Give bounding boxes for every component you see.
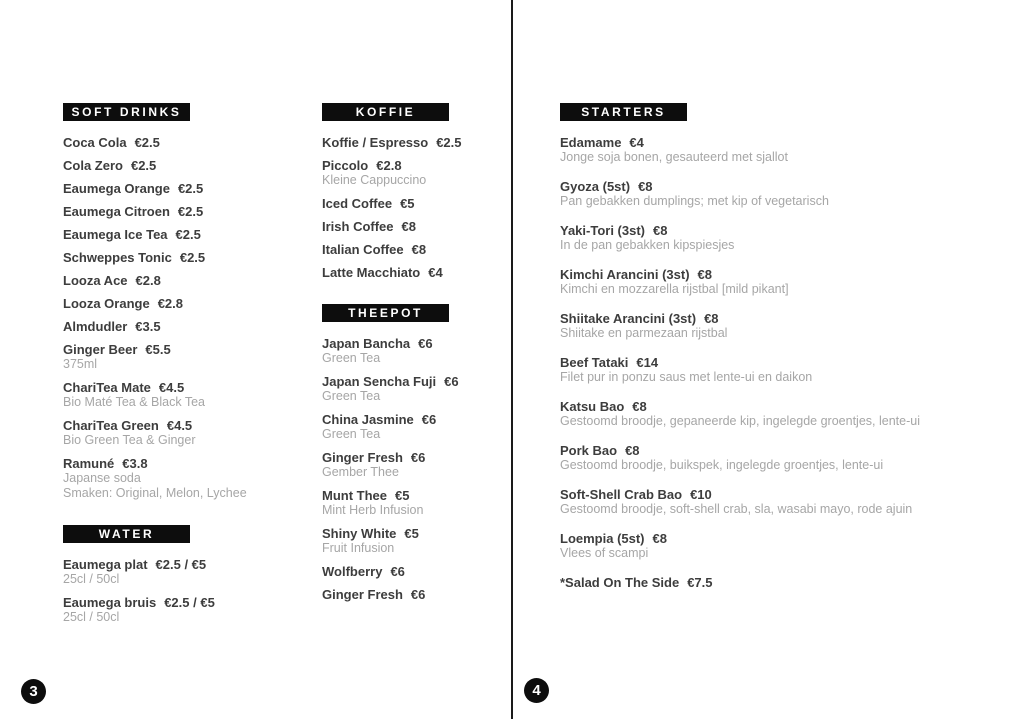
item-description: 25cl / 50cl [63, 610, 120, 624]
item-price: €2.5 [130, 158, 157, 173]
item-name: Eaumega Citroen [63, 204, 170, 219]
item-line [560, 179, 1000, 194]
menu-item [322, 412, 507, 442]
item-line [322, 265, 507, 280]
item-name: Soft-Shell Crab Bao [560, 487, 683, 502]
item-price: €8 [638, 179, 653, 194]
item-name: Loempia (5st) [560, 531, 645, 546]
item-price: €2.5 [177, 181, 204, 196]
item-price: €2.5 [177, 204, 204, 219]
item-line [322, 135, 507, 150]
item-line [560, 311, 1000, 326]
item-name: China Jasmine [322, 412, 414, 427]
menu-item [560, 531, 1000, 561]
item-line [560, 531, 1000, 546]
menu-item [322, 242, 507, 257]
item-price: €6 [444, 374, 459, 389]
item-line [63, 158, 313, 173]
item-price: €8 [625, 443, 640, 458]
menu-item [63, 380, 313, 410]
item-line [560, 267, 1000, 282]
item-price: €4.5 [166, 418, 193, 433]
item-price: €14 [636, 355, 659, 370]
item-description: Jonge soja bonen, gesauteerd met sjallot [560, 150, 788, 164]
item-name: Coca Cola [63, 135, 127, 150]
menu-section [63, 103, 313, 501]
item-name: Eaumega Orange [63, 181, 170, 196]
menu-item [63, 557, 313, 587]
section-header: WATER [63, 525, 190, 543]
item-line [322, 564, 507, 579]
item-price: €10 [690, 487, 712, 502]
item-name: Japan Bancha [322, 336, 411, 351]
item-price: €6 [418, 336, 433, 351]
menu-item [63, 296, 313, 311]
item-name: ChariTea Mate [63, 380, 151, 395]
menu-section [63, 525, 313, 625]
menu-item [63, 342, 313, 372]
menu-item [322, 219, 507, 234]
item-description: Smaken: Original, Melon, Lychee [63, 486, 247, 500]
menu-item [560, 443, 1000, 473]
item-line [63, 595, 313, 610]
menu-item [322, 265, 507, 280]
item-price: €5 [395, 488, 410, 503]
menu-item [63, 181, 313, 196]
item-name: Shiny White [322, 526, 397, 541]
item-price: €6 [410, 450, 426, 465]
menu-item [322, 196, 507, 211]
page4-column-1 [560, 103, 1000, 604]
item-name: Eaumega bruis [63, 595, 157, 610]
item-name: Ginger Fresh [322, 450, 403, 465]
item-name: Ginger Beer [63, 342, 138, 357]
page-number-badge-4: 4 [524, 678, 549, 703]
item-name: Gyoza (5st) [560, 179, 631, 194]
item-name: Kimchi Arancini (3st) [560, 267, 690, 282]
item-line [63, 273, 313, 288]
menu-item [560, 135, 1000, 165]
item-name: Irish Coffee [322, 219, 394, 234]
item-name: Cola Zero [63, 158, 123, 173]
menu-item [560, 399, 1000, 429]
item-price: €6 [421, 412, 437, 427]
menu-item [560, 223, 1000, 253]
menu-item [63, 319, 313, 334]
item-name: Looza Ace [63, 273, 128, 288]
menu-section [322, 304, 507, 602]
item-line [63, 227, 313, 242]
item-price: €8 [411, 242, 427, 257]
item-name: Japan Sencha Fuji [322, 374, 437, 389]
item-line [322, 412, 507, 427]
item-price: €8 [653, 223, 668, 238]
item-name: Edamame [560, 135, 622, 150]
item-price: €8 [632, 399, 647, 414]
item-name: Yaki-Tori (3st) [560, 223, 646, 238]
item-line [63, 557, 313, 572]
menu-item [322, 526, 507, 556]
item-description: Mint Herb Infusion [322, 503, 424, 517]
item-description: Kleine Cappuccino [322, 173, 427, 187]
item-price: €6 [410, 587, 426, 602]
menu-item [560, 355, 1000, 385]
item-price: €2.8 [135, 273, 161, 288]
item-name: Ginger Fresh [322, 587, 403, 602]
item-line [63, 319, 313, 334]
item-name: Iced Coffee [322, 196, 393, 211]
menu-section [322, 103, 507, 280]
item-line [560, 135, 1000, 150]
item-price: €2.5 [179, 250, 206, 265]
item-description: Green Tea [322, 389, 381, 403]
menu-item [322, 135, 507, 150]
item-line [322, 374, 507, 389]
item-description: In de pan gebakken kipspiesjes [560, 238, 735, 252]
menu-item [560, 575, 1000, 590]
item-line [322, 196, 507, 211]
item-description: Gestoomd broodje, gepaneerde kip, ingelegde groentjes, lente-ui [560, 414, 920, 428]
page3-column-2 [322, 103, 507, 610]
item-line [560, 399, 1000, 414]
item-name: Wolfberry [322, 564, 383, 579]
item-price: €6 [390, 564, 405, 579]
item-price: €8 [401, 219, 416, 234]
menu-item [63, 595, 313, 625]
item-name: Eaumega Ice Tea [63, 227, 168, 242]
item-line [560, 443, 1000, 458]
item-line [322, 526, 507, 541]
item-price: €5 [400, 196, 415, 211]
item-line [560, 487, 1000, 502]
item-name: Katsu Bao [560, 399, 625, 414]
item-description: Gember Thee [322, 465, 399, 479]
item-price: €2.8 [376, 158, 402, 173]
menu-item [322, 158, 507, 188]
item-price: €8 [704, 311, 719, 326]
item-price: €2.5 [134, 135, 160, 150]
item-name: Eaumega plat [63, 557, 148, 572]
item-description: Green Tea [322, 351, 381, 365]
item-price: €2.5 / €5 [155, 557, 207, 572]
menu-item [63, 227, 313, 242]
item-line [322, 587, 507, 602]
item-name: Beef Tataki [560, 355, 629, 370]
menu-item [322, 587, 507, 602]
item-price: €4 [629, 135, 644, 150]
item-name: Piccolo [322, 158, 369, 173]
item-name: Italian Coffee [322, 242, 404, 257]
item-description: Vlees of scampi [560, 546, 649, 560]
item-line [560, 575, 1000, 590]
item-line [63, 135, 313, 150]
menu-item [322, 336, 507, 366]
item-description: Gestoomd broodje, soft-shell crab, sla, wasabi mayo, rode ajuin [560, 502, 913, 516]
section-header: STARTERS [560, 103, 687, 121]
menu-item [63, 250, 313, 265]
item-price: €3.8 [122, 456, 148, 471]
item-name: Pork Bao [560, 443, 618, 458]
item-price: €3.5 [135, 319, 161, 334]
item-description: Kimchi en mozzarella rijstbal [mild pikant] [560, 282, 789, 296]
item-line [322, 242, 507, 257]
item-line [560, 223, 1000, 238]
item-description: Shiitake en parmezaan rijstbal [560, 326, 728, 340]
item-line [63, 204, 313, 219]
item-line [63, 296, 313, 311]
item-description: 25cl / 50cl [63, 572, 120, 586]
item-description: Japanse soda [63, 471, 141, 485]
item-name: ChariTea Green [63, 418, 159, 433]
item-name: Koffie / Espresso [322, 135, 429, 150]
item-line [63, 250, 313, 265]
item-price: €2.5 [175, 227, 201, 242]
menu-item [322, 488, 507, 518]
item-name: Looza Orange [63, 296, 150, 311]
item-line [63, 181, 313, 196]
item-line [63, 342, 313, 357]
menu-item [560, 487, 1000, 517]
item-description: Gestoomd broodje, buikspek, ingelegde groentjes, lente-ui [560, 458, 884, 472]
page-number-badge-3: 3 [21, 679, 46, 704]
menu-item [560, 267, 1000, 297]
menu-item [63, 135, 313, 150]
item-price: €5.5 [145, 342, 171, 357]
item-name: Ramuné [63, 456, 115, 471]
item-line [322, 450, 507, 465]
item-line [322, 336, 507, 351]
item-description: Bio Maté Tea & Black Tea [63, 395, 205, 409]
menu-item [322, 564, 507, 579]
item-description: Bio Green Tea & Ginger [63, 433, 196, 447]
page-divider [511, 0, 513, 719]
menu-item [63, 273, 313, 288]
item-price: €2.5 / €5 [164, 595, 215, 610]
item-price: €4 [428, 265, 443, 280]
section-header: SOFT DRINKS [63, 103, 190, 121]
item-name: Almdudler [63, 319, 128, 334]
item-price: €4.5 [158, 380, 185, 395]
item-line [560, 355, 1000, 370]
menu-item [63, 418, 313, 448]
menu-item [560, 179, 1000, 209]
item-name: *Salad On The Side [560, 575, 680, 590]
item-description: 375ml [63, 357, 98, 371]
menu-item [322, 450, 507, 480]
item-name: Latte Macchiato [322, 265, 421, 280]
page3-column-1 [63, 103, 313, 633]
menu-item [63, 456, 313, 501]
item-price: €2.5 [436, 135, 462, 150]
item-line [322, 158, 507, 173]
menu-item [322, 374, 507, 404]
menu-item [63, 204, 313, 219]
item-line [63, 456, 313, 471]
item-price: €2.8 [157, 296, 183, 311]
item-price: €7.5 [687, 575, 713, 590]
item-name: Shiitake Arancini (3st) [560, 311, 697, 326]
item-line [63, 380, 313, 395]
item-description: Green Tea [322, 427, 381, 441]
item-name: Munt Thee [322, 488, 387, 503]
item-description: Fruit Infusion [322, 541, 395, 555]
menu-item [560, 311, 1000, 341]
item-line [63, 418, 313, 433]
section-header: KOFFIE [322, 103, 449, 121]
item-line [322, 488, 507, 503]
item-line [322, 219, 507, 234]
menu-item [63, 158, 313, 173]
section-header: THEEPOT [322, 304, 449, 322]
item-description: Filet pur in ponzu saus met lente-ui en daikon [560, 370, 813, 384]
item-price: €5 [404, 526, 419, 541]
item-price: €8 [652, 531, 667, 546]
item-name: Schweppes Tonic [63, 250, 172, 265]
menu-section [560, 103, 1000, 590]
item-description: Pan gebakken dumplings; met kip of vegetarisch [560, 194, 829, 208]
item-price: €8 [697, 267, 713, 282]
